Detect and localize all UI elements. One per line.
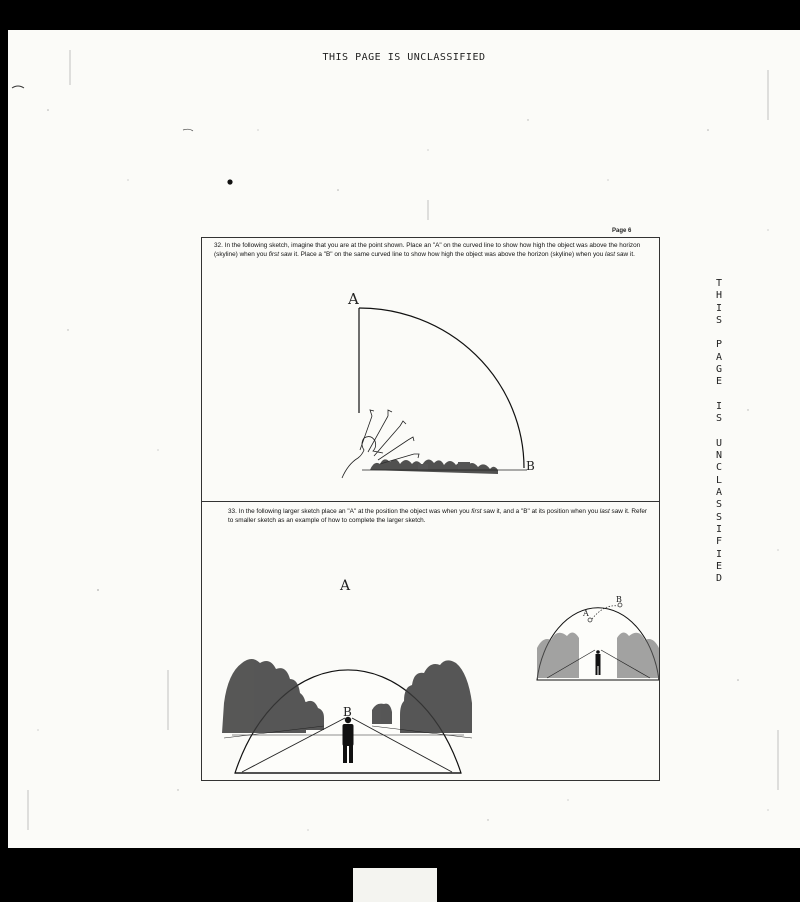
side-banner-letter: I <box>715 548 723 560</box>
example-street-sketch <box>537 595 659 680</box>
horizon-trees <box>370 459 498 474</box>
large-street-sketch <box>222 578 472 773</box>
sketch-canvas <box>202 238 659 780</box>
question-33-text-c: saw it. Refer to smaller sketch as an example of how to complete the larger sketch. <box>228 508 648 524</box>
question-33-last: last <box>599 508 610 515</box>
side-banner-letter: D <box>715 573 723 585</box>
handwritten-mark-b-large: B <box>343 705 352 719</box>
handwritten-mark-a: A <box>348 290 359 308</box>
side-banner-letter: E <box>715 560 723 572</box>
side-banner-letter: H <box>715 290 723 302</box>
question-33-text-a: In the following larger sketch place an "A" at the position the object was when you <box>238 508 472 515</box>
side-banner-letter: S <box>715 314 723 326</box>
question-33-text-b: saw it, and a "B" at its position when you <box>481 508 600 515</box>
elevation-arc[interactable] <box>359 308 524 468</box>
document-page <box>8 30 800 848</box>
classification-banner-top: THIS PAGE IS UNCLASSIFIED <box>322 52 486 63</box>
questionnaire-form <box>201 237 660 781</box>
side-banner-letter: P <box>715 339 723 351</box>
side-banner-gap <box>712 389 726 401</box>
side-banner-gap <box>712 426 726 438</box>
side-banner-letter: G <box>715 364 723 376</box>
side-banner-letter: I <box>715 302 723 314</box>
side-banner-letter: N <box>715 450 723 462</box>
question-33-first: first <box>471 508 482 515</box>
question-32-text-a: In the following sketch, imagine that you are at the point shown. Place an "A" on the curved line to show how high the object was above the horizon (skyline) when you <box>214 242 641 258</box>
question-33-number: 33. <box>228 508 237 515</box>
side-banner-letter: F <box>715 536 723 548</box>
classification-banner-side <box>712 278 726 585</box>
example-label-a: A <box>583 609 589 618</box>
side-banner-gap <box>712 327 726 339</box>
side-banner-letter: A <box>715 351 723 363</box>
scan-edge-tab <box>353 868 437 902</box>
side-banner-letter: I <box>715 523 723 535</box>
question-32-first: first <box>268 251 279 258</box>
example-label-b: B <box>616 595 622 604</box>
side-banner-letter: L <box>715 474 723 486</box>
side-banner-letter: S <box>715 413 723 425</box>
elevation-sketch <box>342 290 535 478</box>
side-banner-letter: I <box>715 400 723 412</box>
question-32-text-b: saw it. Place a "B" on the same curved line to show how high the object was above the horizon (skyline) when you <box>279 251 606 258</box>
handwritten-mark-b: B <box>526 459 535 473</box>
side-banner-letter: T <box>715 278 723 289</box>
side-banner-letter: C <box>715 462 723 474</box>
page-number: Page 6 <box>612 228 632 234</box>
question-32-last: last <box>605 251 615 258</box>
question-32-text-c: saw it. <box>614 251 635 258</box>
side-banner-letter: S <box>715 499 723 511</box>
side-banner-letter: U <box>715 437 723 449</box>
side-banner-letter: E <box>715 376 723 388</box>
example-left-trees <box>537 632 579 678</box>
side-banner-letter: A <box>715 487 723 499</box>
handwritten-mark-a-large: A <box>340 578 351 594</box>
question-32-number: 32. <box>214 242 223 249</box>
side-banner-letter: S <box>715 511 723 523</box>
